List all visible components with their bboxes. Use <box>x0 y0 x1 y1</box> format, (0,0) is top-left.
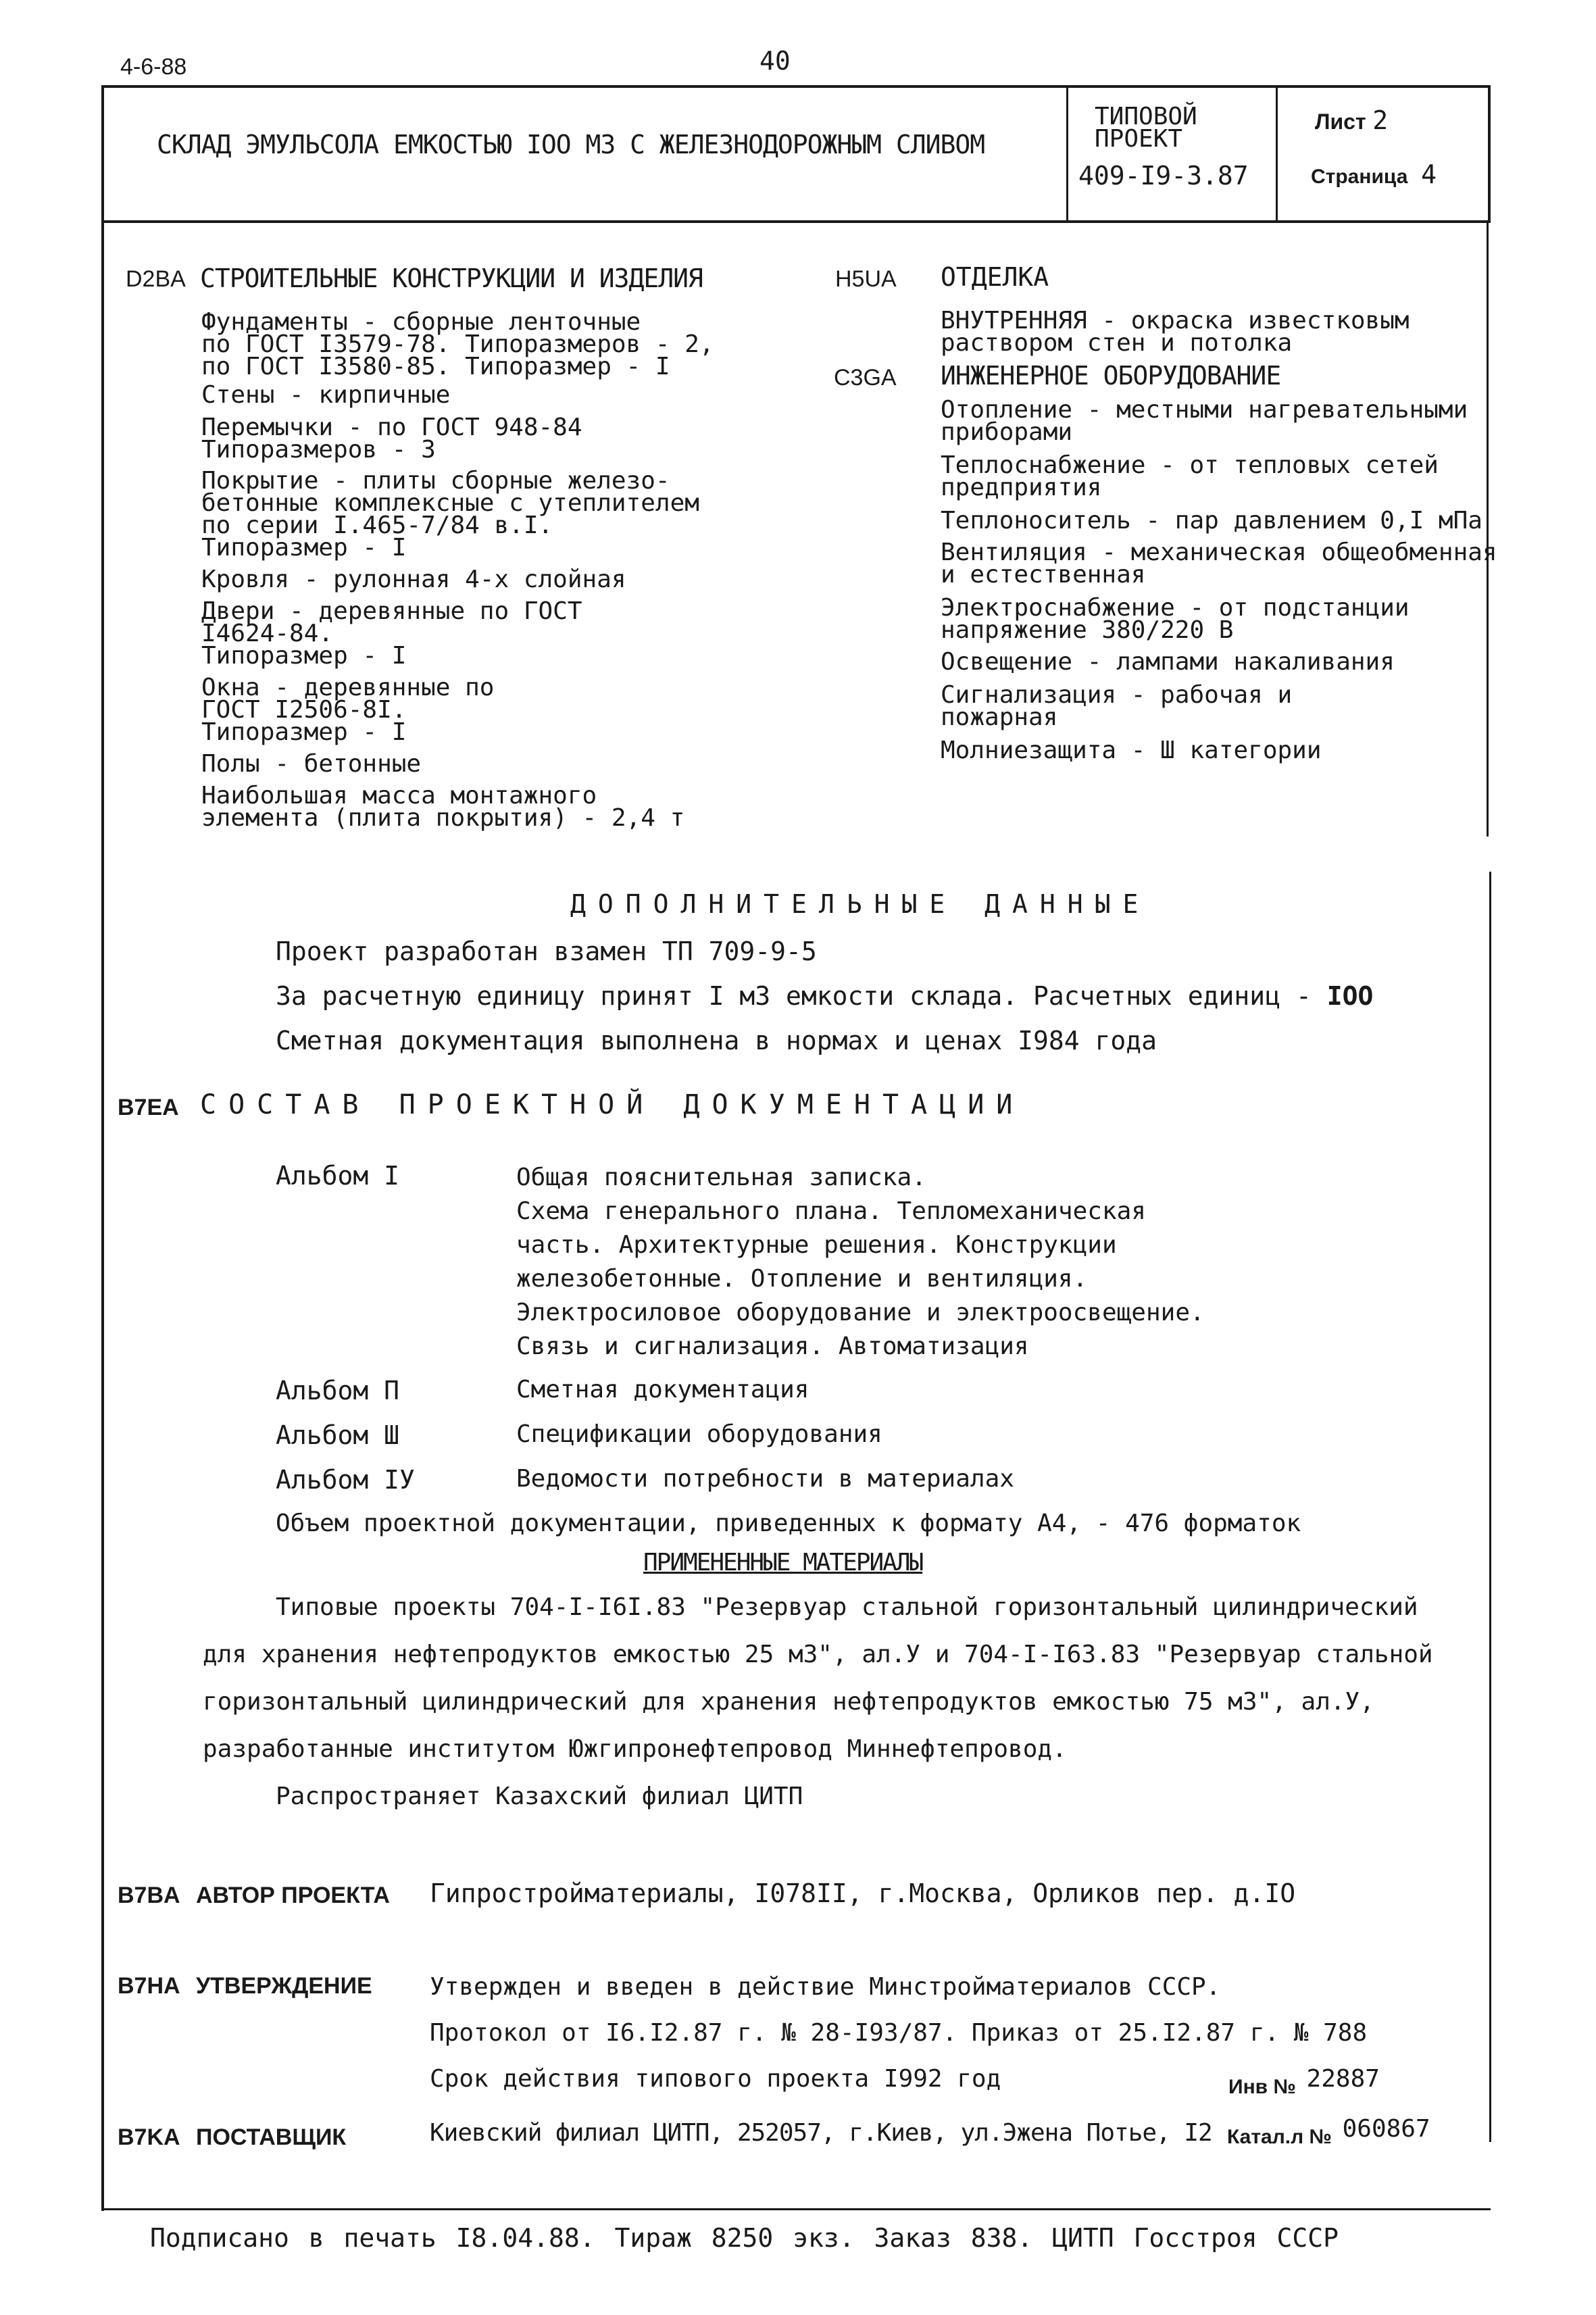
finish-description: ВНУТРЕННЯЯ - окраска известковым раствором стен и потолка <box>941 307 1410 357</box>
section-code-finish: H5UA <box>835 266 897 292</box>
equipment-list <box>941 396 1497 764</box>
sheet-label: Лист <box>1315 109 1366 134</box>
catalog-value: 060867 <box>1342 2115 1430 2143</box>
construction-item: Стены - кирпичные <box>201 381 451 409</box>
construction-item: Полы - бетонные <box>201 750 422 778</box>
album-name: Альбом IУ <box>276 1465 415 1495</box>
section-code-equipment: C3GA <box>834 365 897 391</box>
estimate-units-value: IOO <box>1326 981 1374 1011</box>
section-title-finish: ОТДЕЛКА <box>941 262 1049 292</box>
album-description: Сметная документация <box>516 1376 809 1403</box>
materials-line: разработанные институтом Южгипронефтепровод Миннефтепровод. <box>203 1735 1067 1763</box>
supplier-code: B7KA <box>118 2124 180 2150</box>
composition-code: B7EA <box>118 1095 179 1120</box>
equipment-item: Теплоноситель - пар давлением 0,I мПа <box>941 507 1482 534</box>
page-cell <box>1311 159 1437 189</box>
catalog-number <box>1227 2115 1430 2149</box>
supplier-value: Киевский филиал ЦИТП, 252057, г.Киев, ул.Эжена Потье, I2 <box>430 2119 1212 2147</box>
doc-code: 4-6-88 <box>120 54 187 80</box>
author-value: Гипростройматериалы, I078II, г.Москва, Орликов пер. д.IO <box>430 1878 1296 1908</box>
equipment-item: Вентиляция - механическая общеобменная и естественная <box>941 539 1497 589</box>
sheet-value: 2 <box>1372 105 1389 135</box>
equipment-item: Отопление - местными нагревательными приборами <box>941 396 1468 446</box>
album-name: Альбом П <box>276 1376 400 1405</box>
project-type-line2: ПРОЕКТ <box>1095 125 1183 153</box>
body-right-edge-lower <box>1489 872 1491 2142</box>
catalog-label: Катал.л № <box>1227 2126 1332 2148</box>
frame-top <box>101 85 1491 88</box>
equipment-item: Освещение - лампами накаливания <box>941 648 1395 676</box>
header-divider-2 <box>1276 85 1278 223</box>
construction-item: Фундаменты - сборные ленточные по ГОСТ I3579-78. Типоразмеров - 2, по ГОСТ I3580-85. Типоразмер - I <box>201 308 714 380</box>
frame-left <box>101 85 104 2211</box>
inventory-number <box>1228 2065 1380 2099</box>
materials-distributor: Распространяет Казахский филиал ЦИТП <box>276 1783 803 1810</box>
construction-item: Перемычки - по ГОСТ 948-84 Типоразмеров - 3 <box>201 414 582 464</box>
inventory-label: Инв № <box>1228 2076 1296 2098</box>
documentation-volume: Объем проектной документации, приведенных к формату А4, - 476 форматок <box>276 1510 1301 1537</box>
print-imprint: Подписано в печать I8.04.88. Тираж 8250 экз. Заказ 838. ЦИТП Госстроя СССР <box>150 2223 1339 2253</box>
materials-line: для хранения нефтепродуктов емкостью 25 м3", ал.У и 704-I-I63.83 "Резервуар стальной <box>203 1641 1433 1668</box>
section-code-construction: D2BA <box>126 266 186 292</box>
section-title-construction: СТРОИТЕЛЬНЫЕ КОНСТРУКЦИИ И ИЗДЕЛИЯ <box>200 264 703 293</box>
equipment-item: Электроснабжение - от подстанции напряжение 380/220 В <box>941 594 1410 644</box>
project-number: 409-I9-3.87 <box>1078 161 1249 191</box>
section-title-equipment: ИНЖЕНЕРНОЕ ОБОРУДОВАНИЕ <box>941 361 1281 391</box>
page-value: 4 <box>1421 159 1437 189</box>
album-description: Спецификации оборудования <box>516 1420 882 1448</box>
additional-line-3: Сметная документация выполнена в нормах и ценах I984 года <box>276 1026 1157 1055</box>
approval-line: Протокол от I6.I2.87 г. № 28-I93/87. Приказ от 25.I2.87 г. № 788 <box>430 2019 1368 2047</box>
equipment-item: Сигнализация - рабочая и пожарная <box>941 681 1293 731</box>
construction-item: Окна - деревянные по ГОСТ I2506-8I. Типоразмер - I <box>201 674 495 746</box>
approval-line: Утвержден и введен в действие Минстройматериалов СССР. <box>430 1973 1221 2001</box>
approval-line: Срок действия типового проекта I992 год <box>430 2065 1001 2093</box>
materials-line: горизонтальный цилиндрический для хранения нефтепродуктов емкостью 75 м3", ал.У, <box>203 1688 1374 1716</box>
equipment-item: Молниезащита - Ш категории <box>941 737 1322 764</box>
author-label: АВТОР ПРОЕКТА <box>196 1883 390 1908</box>
additional-line-1: Проект разработан взамен ТП 709-9-5 <box>276 937 817 966</box>
frame-bottom <box>101 2208 1491 2210</box>
materials-heading: ПРИМЕНЕННЫЕ МАТЕРИАЛЫ <box>643 1549 923 1576</box>
page-number: 40 <box>759 46 791 76</box>
materials-line: Типовые проекты 704-I-I6I.83 "Резервуар стальной горизонтальный цилиндрический <box>276 1593 1418 1621</box>
project-type-line1: ТИПОВОЙ <box>1095 103 1197 130</box>
supplier-label: ПОСТАВЩИК <box>196 2124 347 2150</box>
construction-list <box>201 308 714 832</box>
document-title: СКЛАД ЭМУЛЬСОЛА ЕМКОСТЬЮ IOO M3 C ЖЕЛЕЗНОДОРОЖНЫМ СЛИВОМ <box>157 130 985 159</box>
approval-label: УТВЕРЖДЕНИЕ <box>196 1973 372 1999</box>
inventory-value: 22887 <box>1306 2065 1380 2093</box>
frame-right <box>1488 85 1491 223</box>
album-name: Альбом I <box>276 1161 400 1191</box>
approval-code: B7HA <box>118 1973 180 1999</box>
equipment-item: Теплоснабжение - от тепловых сетей предприятия <box>941 451 1439 501</box>
additional-line-2: За расчетную единицу принят I м3 емкости склада. Расчетных единиц - IOO <box>276 981 1374 1011</box>
construction-item: Наибольшая масса монтажного элемента (плита покрытия) - 2,4 т <box>201 782 685 832</box>
construction-item: Кровля - рулонная 4-х слойная <box>201 566 626 593</box>
album-name: Альбом Ш <box>276 1420 400 1450</box>
album-description: Ведомости потребности в материалах <box>516 1465 1014 1493</box>
author-code: B7BA <box>118 1883 180 1908</box>
construction-item: Двери - деревянные по ГОСТ I4624-84. Типоразмер - I <box>201 597 582 670</box>
project-type <box>1095 103 1197 153</box>
header-bottom <box>101 220 1491 223</box>
composition-heading: СОСТАВ ПРОЕКТНОЙ ДОКУМЕНТАЦИИ <box>200 1089 1025 1120</box>
page-label: Страница <box>1311 166 1408 188</box>
sheet-cell <box>1315 105 1388 135</box>
header-divider-1 <box>1066 85 1068 223</box>
additional-heading: ДОПОЛНИТЕЛЬНЫЕ ДАННЫЕ <box>570 889 1151 919</box>
construction-item: Покрытие - плиты сборные железо- бетонные комплексные с утеплителем по серии I.465-7/84 в.I. Типоразмер - I <box>201 467 699 562</box>
album-description: Общая пояснительная записка. Схема генерального плана. Тепломеханическая часть. Архитектурные решения. Конструкции железобетонные. Отопление и вентиляция. Электросиловое оборудование и электроосвещение. Связь и сигнализация. Автоматизация <box>516 1164 1205 1360</box>
